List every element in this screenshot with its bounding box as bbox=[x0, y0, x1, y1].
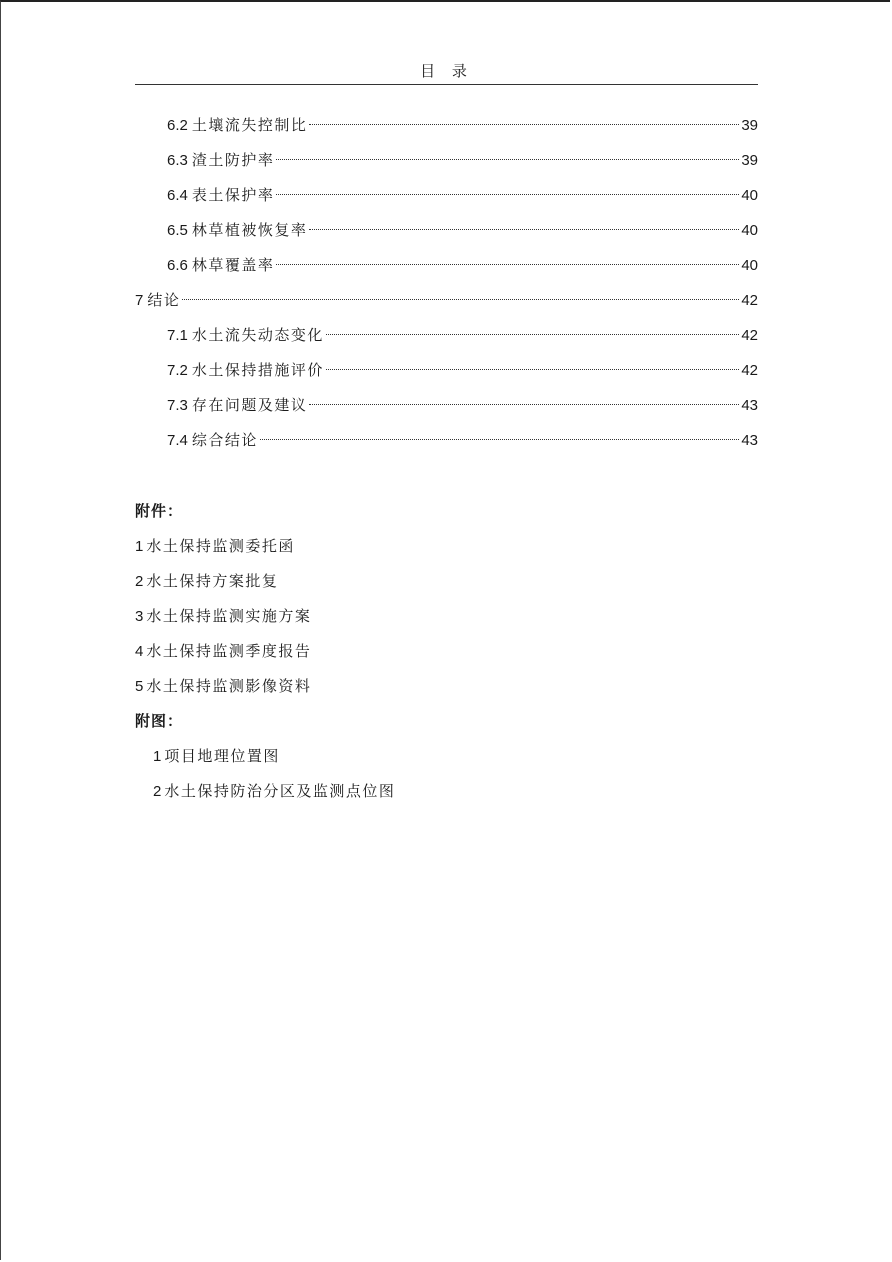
toc-title: 表土保护率 bbox=[191, 186, 275, 204]
toc-title: 土壤流失控制比 bbox=[191, 116, 308, 134]
toc-entry-7-3[interactable] bbox=[135, 388, 758, 423]
dot-leader bbox=[182, 299, 739, 300]
figure-number: 2 bbox=[153, 783, 162, 800]
dot-leader bbox=[326, 369, 739, 370]
page-title: 目 录 bbox=[420, 62, 473, 80]
dot-leader bbox=[326, 334, 739, 335]
toc-entry-6-5[interactable] bbox=[135, 213, 758, 248]
toc-page-number: 43 bbox=[741, 432, 758, 449]
toc-page-number: 43 bbox=[741, 397, 758, 414]
toc-entry-7[interactable] bbox=[135, 283, 758, 318]
attachment-item bbox=[135, 529, 758, 564]
toc-entry-6-4[interactable] bbox=[135, 178, 758, 213]
figures-section bbox=[135, 704, 758, 809]
toc-title: 综合结论 bbox=[191, 431, 258, 449]
toc-title: 结论 bbox=[147, 291, 181, 309]
toc-page-number: 42 bbox=[741, 292, 758, 309]
toc-number: 7.3 bbox=[167, 397, 188, 414]
toc-number: 7 bbox=[135, 292, 144, 309]
toc-page-number: 42 bbox=[741, 362, 758, 379]
dot-leader bbox=[309, 124, 739, 125]
toc-number: 6.2 bbox=[167, 117, 188, 134]
toc-page-number: 40 bbox=[741, 222, 758, 239]
toc-number: 7.1 bbox=[167, 327, 188, 344]
toc-page-number: 40 bbox=[741, 257, 758, 274]
attachment-title: 水土保持监测影像资料 bbox=[146, 677, 312, 695]
dot-leader bbox=[260, 439, 739, 440]
attachment-number: 3 bbox=[135, 608, 144, 625]
toc-entry-7-4[interactable] bbox=[135, 423, 758, 458]
attachment-title: 水土保持方案批复 bbox=[146, 572, 279, 590]
figure-title: 水土保持防治分区及监测点位图 bbox=[164, 782, 396, 800]
toc-title: 水土保持措施评价 bbox=[191, 361, 324, 379]
toc-page-number: 42 bbox=[741, 327, 758, 344]
toc-title: 林草覆盖率 bbox=[191, 256, 275, 274]
toc-number: 6.6 bbox=[167, 257, 188, 274]
toc-number: 6.5 bbox=[167, 222, 188, 239]
attachment-item bbox=[135, 599, 758, 634]
toc-page-number: 39 bbox=[741, 152, 758, 169]
figure-title: 项目地理位置图 bbox=[164, 747, 280, 765]
dot-leader bbox=[276, 194, 739, 195]
attachment-number: 1 bbox=[135, 538, 144, 555]
dot-leader bbox=[309, 404, 739, 405]
attachment-title: 水土保持监测季度报告 bbox=[146, 642, 312, 660]
dot-leader bbox=[276, 159, 739, 160]
dot-leader bbox=[276, 264, 739, 265]
page-header bbox=[135, 60, 758, 85]
toc-number: 6.4 bbox=[167, 187, 188, 204]
toc-number: 7.4 bbox=[167, 432, 188, 449]
toc-title: 存在问题及建议 bbox=[191, 396, 308, 414]
attachment-number: 4 bbox=[135, 643, 144, 660]
attachments-heading: 附件： bbox=[135, 502, 184, 520]
toc-entry-6-2[interactable] bbox=[135, 108, 758, 143]
toc-entry-6-3[interactable] bbox=[135, 143, 758, 178]
toc-title: 渣土防护率 bbox=[191, 151, 275, 169]
attachments-section bbox=[135, 494, 758, 704]
attachment-title: 水土保持监测实施方案 bbox=[146, 607, 312, 625]
attachment-number: 2 bbox=[135, 573, 144, 590]
toc-entry-7-1[interactable] bbox=[135, 318, 758, 353]
attachment-item bbox=[135, 634, 758, 669]
figure-item bbox=[135, 739, 758, 774]
toc-entry-6-6[interactable] bbox=[135, 248, 758, 283]
figure-number: 1 bbox=[153, 748, 162, 765]
figures-heading: 附图： bbox=[135, 712, 184, 730]
table-of-contents bbox=[135, 108, 758, 458]
dot-leader bbox=[309, 229, 739, 230]
toc-title: 林草植被恢复率 bbox=[191, 221, 308, 239]
toc-number: 7.2 bbox=[167, 362, 188, 379]
attachment-item bbox=[135, 669, 758, 704]
toc-number: 6.3 bbox=[167, 152, 188, 169]
toc-entry-7-2[interactable] bbox=[135, 353, 758, 388]
toc-page-number: 39 bbox=[741, 117, 758, 134]
figure-item bbox=[135, 774, 758, 809]
toc-page-number: 40 bbox=[741, 187, 758, 204]
attachment-number: 5 bbox=[135, 678, 144, 695]
toc-title: 水土流失动态变化 bbox=[191, 326, 324, 344]
attachment-item bbox=[135, 564, 758, 599]
attachment-title: 水土保持监测委托函 bbox=[146, 537, 295, 555]
